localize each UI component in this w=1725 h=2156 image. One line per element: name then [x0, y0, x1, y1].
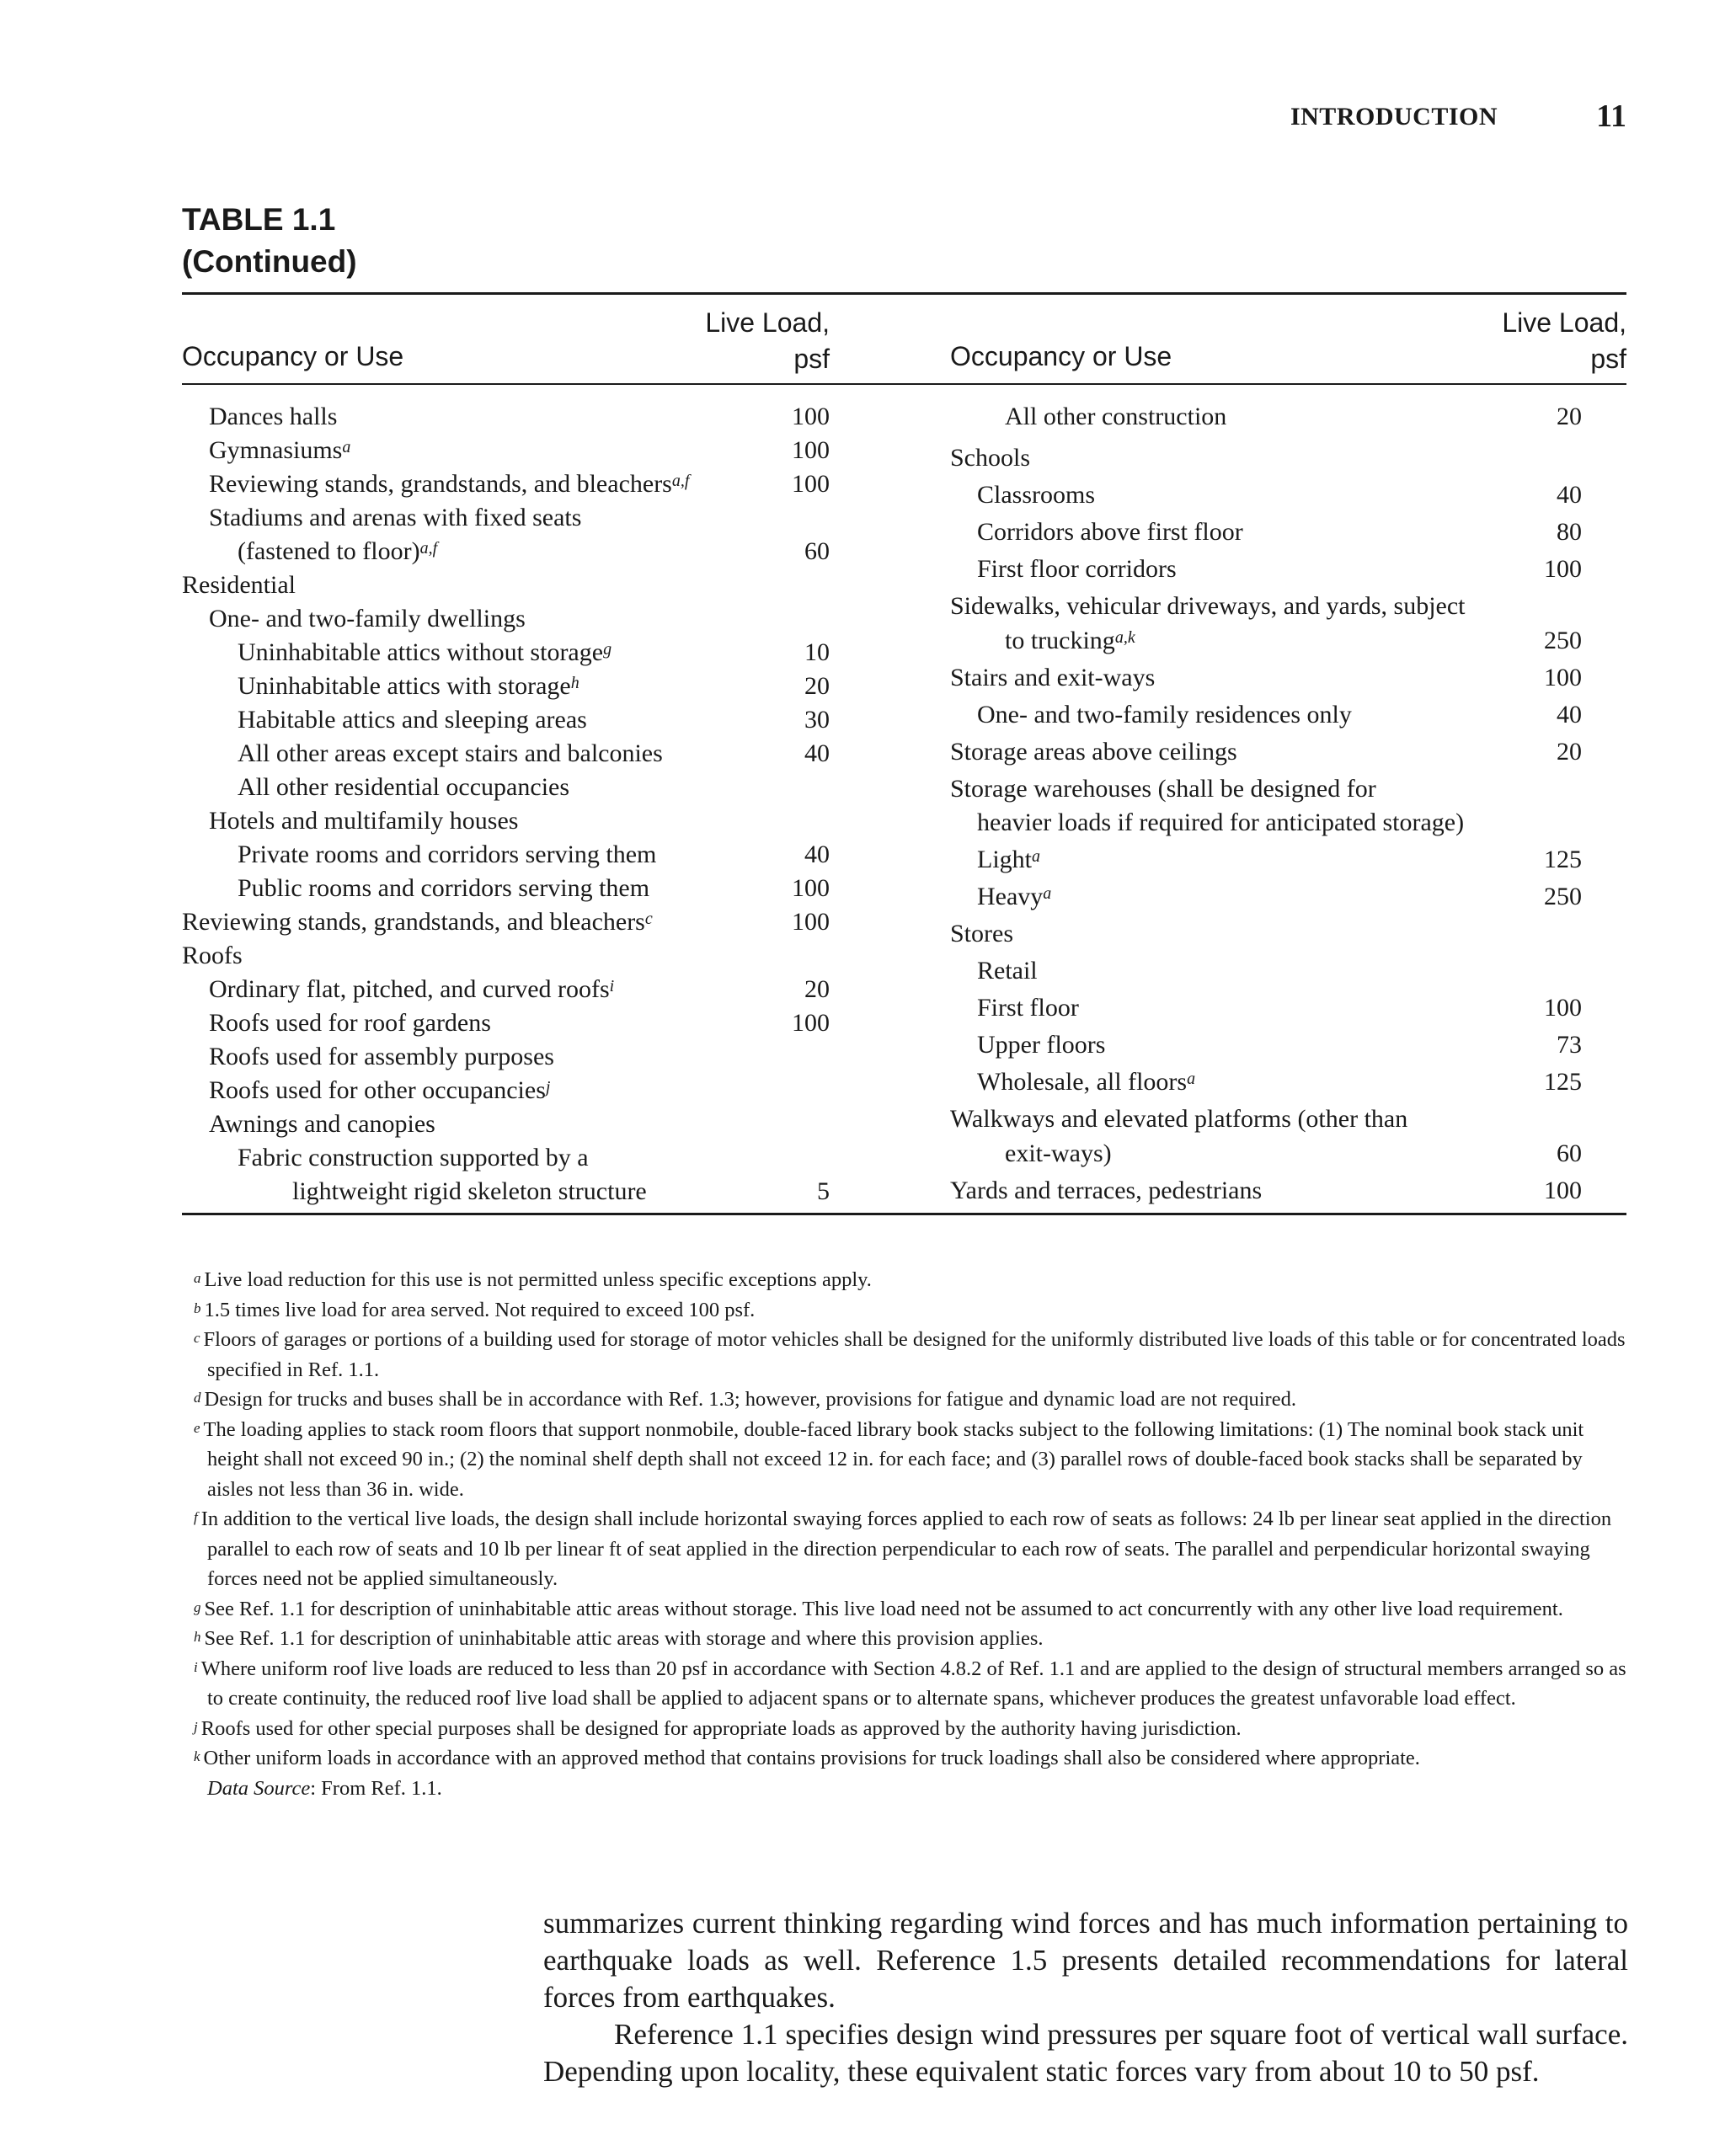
occupancy-label: Sidewalks, vehicular driveways, and yards, subject: [950, 592, 1466, 620]
footnote-mark: h: [194, 1629, 201, 1645]
footnote-c: [194, 1325, 1631, 1385]
footnote-i: [194, 1654, 1631, 1714]
occupancy-label: Upper floors: [977, 1031, 1106, 1059]
col-header-live-load-right-line1: Live Load,: [1502, 307, 1626, 338]
occupancy-label: First floor corridors: [977, 555, 1177, 583]
table-title-continued: (Continued): [182, 244, 357, 279]
live-load-value: 20: [804, 975, 830, 1003]
footnote-text: See Ref. 1.1 for description of uninhabitable attic areas with storage and where this provision applies.: [204, 1627, 1044, 1650]
footnote-mark: a: [194, 1270, 201, 1286]
occupancy-label: Roofs used for assembly purposes: [209, 1043, 554, 1070]
occupancy-label: Ordinary flat, pitched, and curved roofs$^i$: [209, 975, 615, 1003]
footnote-marker: c: [644, 910, 653, 928]
occupancy-label: Classrooms: [977, 481, 1096, 509]
occupancy-label: Hotels and multifamily houses: [209, 807, 519, 835]
occupancy-label: One- and two-family residences only: [977, 701, 1352, 728]
footnote-e: [194, 1415, 1631, 1505]
live-load-value: 100: [792, 403, 830, 430]
live-load-value: 20: [1557, 738, 1582, 766]
occupancy-label: heavier loads if required for anticipated storage): [977, 808, 1465, 836]
col-header-live-load-left: [657, 305, 830, 377]
occupancy-label: Schools: [950, 444, 1031, 472]
footnote-b: [194, 1295, 1631, 1326]
occupancy-label: Stadiums and arenas with fixed seats: [209, 504, 582, 531]
occupancy-label: lightweight rigid skeleton structure: [292, 1177, 647, 1205]
footnote-text: Live load reduction for this use is not permitted unless specific exceptions apply.: [204, 1268, 872, 1291]
table-bottom-rule: [182, 1213, 1626, 1215]
occupancy-label: All other areas except stairs and balconies: [238, 739, 663, 767]
footnote-mark: g: [194, 1598, 201, 1615]
live-load-value: 100: [792, 436, 830, 464]
col-header-occupancy-left: Occupancy or Use: [182, 341, 404, 371]
body-text: [543, 1905, 1628, 2090]
table-header-rule: [182, 383, 1626, 385]
live-load-value: 100: [1544, 994, 1582, 1022]
body-paragraph-2: Reference 1.1 specifies design wind pressures per square foot of vertical wall surface. Depending upon locality, these equivalent static forces vary from about 10 to 50 psf.: [543, 2018, 1628, 2088]
footnote-text: In addition to the vertical live loads, the design shall include horizontal swaying forces applied to each row of seats as follows: 24 lb per linear seat applied in the direction parallel to each row of seats and 10 lb per linear ft of seat applied in the direction perpendicular to each row of seats. The parallel and perpendicular horizontal swaying forces need not be applied simultaneously.: [200, 1508, 1612, 1590]
occupancy-label: Roofs used for other occupancies$^j$: [209, 1076, 551, 1104]
footnote-text: Roofs used for other special purposes shall be designed for appropriate loads as approved by the authority having jurisdiction.: [200, 1716, 1242, 1740]
occupancy-label: Heavy$^a$: [977, 883, 1052, 910]
footnote-mark: j: [194, 1718, 198, 1735]
data-source-label: Data Source: [207, 1776, 311, 1800]
live-load-value: 73: [1557, 1031, 1582, 1059]
footnote-marker: a: [1043, 884, 1052, 903]
occupancy-label: to trucking$^{a,k}$: [1005, 627, 1135, 654]
live-load-value: 20: [804, 672, 830, 700]
occupancy-label: (fastened to floor)$^{a,f}$: [238, 537, 438, 565]
occupancy-label: Yards and terraces, pedestrians: [950, 1177, 1263, 1204]
footnote-text: See Ref. 1.1 for description of uninhabitable attic areas without storage. This live load need not be assumed to act concurrently with any other live load requirement.: [204, 1597, 1563, 1620]
occupancy-label: One- and two-family dwellings: [209, 605, 526, 632]
col-header-live-load-right: [1432, 305, 1626, 377]
footnote-marker: i: [609, 977, 615, 995]
live-load-value: 40: [1557, 481, 1582, 509]
col-header-live-load-right-line2: psf: [1590, 344, 1626, 374]
occupancy-label: Roofs used for roof gardens: [209, 1009, 491, 1037]
live-load-value: 30: [804, 706, 830, 734]
table-title-number: TABLE 1.1: [182, 202, 336, 237]
table-title: [182, 199, 357, 283]
footnote-g: [194, 1594, 1631, 1625]
footnote-mark: f: [194, 1509, 198, 1525]
footnote-mark: k: [194, 1748, 200, 1764]
page-number: 11: [1596, 99, 1626, 134]
footnote-text: The loading applies to stack room floors that support nonmobile, double-faced library book stacks subject to the following limitations: (1) The nominal book stack unit height shall not exceed 90 in.; (2) the nominal shelf depth shall not exceed 12 in. for each face; and (3) parallel rows of double-faced book stacks shall be separated by aisles not less than 36 in. wide.: [203, 1417, 1584, 1501]
footnote-h: [194, 1624, 1631, 1654]
footnote-k: [194, 1743, 1631, 1774]
footnote-text: Design for trucks and buses shall be in accordance with Ref. 1.3; however, provisions for fatigue and dynamic load are not required.: [204, 1388, 1296, 1411]
footnote-mark: b: [194, 1299, 201, 1316]
live-load-value: 100: [792, 874, 830, 902]
occupancy-label: Uninhabitable attics without storage$^g$: [238, 638, 612, 666]
running-head-section: INTRODUCTION: [1290, 103, 1498, 131]
table-top-rule: [182, 292, 1626, 295]
occupancy-label: Private rooms and corridors serving them: [238, 841, 657, 868]
live-load-value: 10: [804, 638, 830, 666]
live-load-value: 250: [1544, 883, 1582, 910]
live-load-value: 100: [792, 908, 830, 936]
occupancy-label: Light$^a$: [977, 846, 1040, 873]
occupancy-label: Roofs: [182, 942, 243, 969]
occupancy-label: Corridors above first floor: [977, 518, 1243, 546]
footnote-mark: i: [194, 1658, 198, 1675]
footnote-marker: a: [1187, 1070, 1196, 1088]
live-load-value: 100: [1544, 664, 1582, 691]
footnote-text: Other uniform loads in accordance with an approved method that contains provisions for truck loadings shall also be considered where appropriate.: [203, 1747, 1420, 1769]
live-load-value: 250: [1544, 627, 1582, 654]
footnote-marker: a,f: [671, 472, 690, 490]
footnote-mark: e: [194, 1419, 200, 1436]
occupancy-label: exit-ways): [1005, 1139, 1112, 1167]
live-load-value: 100: [792, 470, 830, 498]
occupancy-label: Awnings and canopies: [209, 1110, 435, 1138]
occupancy-label: All other residential occupancies: [238, 773, 570, 801]
occupancy-label: Stores: [950, 920, 1013, 947]
live-load-value: 100: [1544, 1177, 1582, 1204]
footnote-marker: g: [603, 640, 612, 659]
footnote-j: [194, 1714, 1631, 1744]
footnote-a: [194, 1265, 1631, 1295]
data-source-text: : From Ref. 1.1.: [310, 1776, 442, 1800]
live-load-value: 100: [1544, 555, 1582, 583]
footnote-mark: c: [194, 1330, 200, 1346]
occupancy-label: Fabric construction supported by a: [238, 1144, 589, 1171]
footnote-marker: h: [570, 674, 579, 692]
col-header-live-load-left-line1: Live Load,: [705, 307, 830, 338]
occupancy-label: Residential: [182, 571, 296, 599]
occupancy-label: Reviewing stands, grandstands, and bleachers$^{a,f}$: [209, 470, 690, 498]
live-load-value: 20: [1557, 403, 1582, 430]
occupancy-label: Stairs and exit-ways: [950, 664, 1156, 691]
live-load-value: 80: [1557, 518, 1582, 546]
footnote-mark: d: [194, 1390, 201, 1406]
occupancy-label: Public rooms and corridors serving them: [238, 874, 650, 902]
occupancy-label: Gymnasiums$^a$: [209, 436, 351, 464]
live-load-value: 125: [1544, 1068, 1582, 1096]
live-load-value: 60: [804, 537, 830, 565]
running-head: [0, 99, 1725, 143]
live-load-value: 125: [1544, 846, 1582, 873]
col-header-live-load-left-line2: psf: [793, 344, 830, 374]
footnote-d: [194, 1385, 1631, 1415]
footnote-marker: a: [1032, 847, 1040, 866]
footnote-marker: a,k: [1114, 628, 1135, 647]
live-load-value: 100: [792, 1009, 830, 1037]
footnote-text: Floors of garages or portions of a building used for storage of motor vehicles shall be designed for the uniformly distributed live loads of this table or for concentrated loads specified in Ref. 1.1.: [203, 1328, 1626, 1381]
occupancy-label: Storage warehouses (shall be designed for: [950, 775, 1376, 803]
occupancy-label: Dances halls: [209, 403, 338, 430]
footnote-marker: a: [342, 438, 351, 456]
footnote-text: 1.5 times live load for area served. Not required to exceed 100 psf.: [204, 1298, 756, 1321]
footnote-marker: a,f: [419, 539, 438, 558]
footnote-text: Where uniform roof live loads are reduced to less than 20 psf in accordance with Section 4.8.2 of Ref. 1.1 and are applied to the design of structural members arranged so as to create continuity, the reduced roof live load shall be applied to adjacent spans or to alternate spans, whichever produces the greatest unfavorable load effect.: [200, 1657, 1626, 1710]
footnote-f: [194, 1504, 1631, 1594]
occupancy-label: All other construction: [1005, 403, 1227, 430]
occupancy-label: Wholesale, all floors$^a$: [977, 1068, 1196, 1096]
live-load-value: 40: [804, 841, 830, 868]
occupancy-label: Uninhabitable attics with storage$^h$: [238, 672, 579, 700]
occupancy-label: Habitable attics and sleeping areas: [238, 706, 587, 734]
data-source-note: [194, 1774, 1631, 1804]
body-paragraph-1: summarizes current thinking regarding wind forces and has much information pertaining to earthquake loads as well. Reference 1.5 presents detailed recommendations for lateral forces from earthquakes.: [543, 1907, 1628, 2014]
col-header-occupancy-right: Occupancy or Use: [950, 341, 1172, 371]
occupancy-label: Reviewing stands, grandstands, and bleachers$^c$: [182, 908, 653, 936]
occupancy-label: Storage areas above ceilings: [950, 738, 1237, 766]
footnote-list: [182, 1265, 1631, 1774]
table-footnotes: [182, 1265, 1631, 1803]
live-load-value: 5: [817, 1177, 830, 1205]
live-load-value: 40: [804, 739, 830, 767]
live-load-value: 40: [1557, 701, 1582, 728]
occupancy-label: Retail: [977, 957, 1038, 985]
occupancy-label: First floor: [977, 994, 1079, 1022]
footnote-marker: j: [545, 1078, 551, 1097]
live-load-value: 60: [1557, 1139, 1582, 1167]
occupancy-label: Walkways and elevated platforms (other than: [950, 1105, 1408, 1133]
